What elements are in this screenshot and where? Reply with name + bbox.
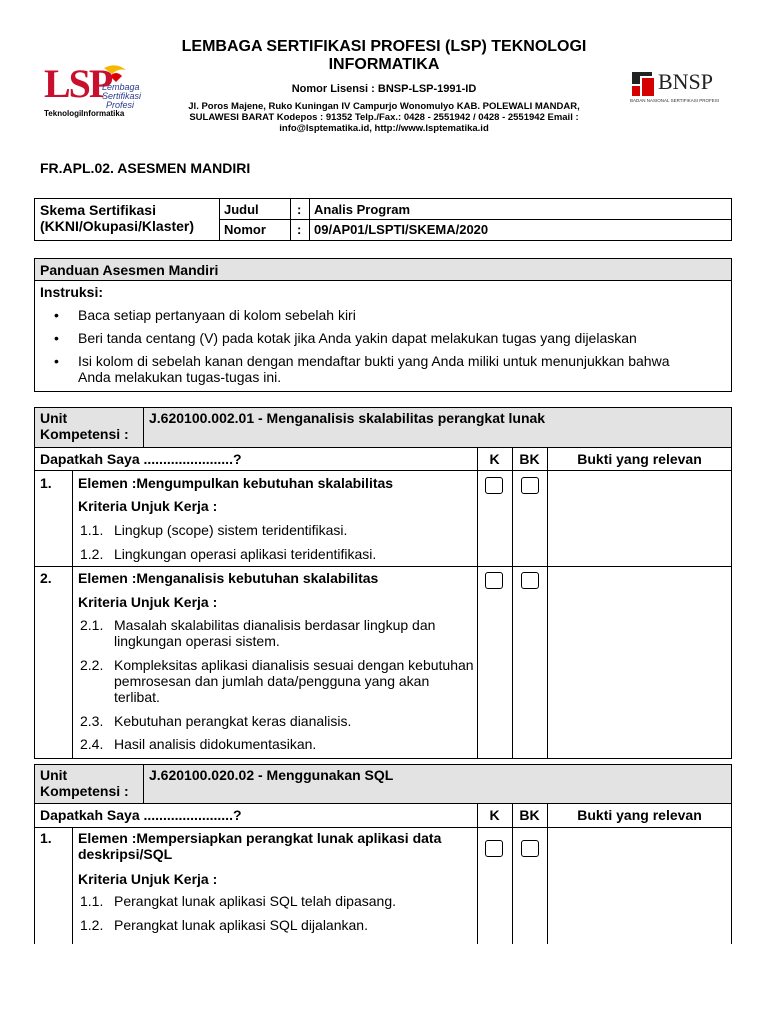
question-header: Dapatkah Saya .......................?	[40, 451, 242, 467]
criteria-text: Masalah skalabilitas dianalisis berdasar lingkup dan lingkungan operasi sistem.	[114, 617, 436, 649]
element-number: 1.	[40, 830, 52, 846]
logo-letters: LSP	[44, 61, 112, 106]
k-checkbox[interactable]	[485, 572, 503, 589]
address-line-1: Jl. Poros Majene, Ruko Kuningan IV Campurjo Wonomulyo KAB. POLEWALI MANDAR,	[188, 101, 580, 112]
logo-lsp	[42, 62, 142, 124]
criteria-number: 1.1.	[80, 522, 104, 538]
logo-text-3: Profesi	[106, 100, 135, 110]
criteria-number: 1.2.	[80, 917, 104, 933]
k-header: K	[489, 807, 500, 823]
element-number: 1.	[40, 475, 52, 491]
criteria-label: Kriteria Unjuk Kerja :	[78, 594, 218, 610]
criteria-number: 2.1.	[80, 617, 104, 633]
bk-header: BK	[519, 807, 540, 823]
criteria-number: 2.4.	[80, 736, 104, 752]
k-header: K	[489, 451, 500, 467]
judul-value: Analis Program	[314, 202, 411, 217]
criteria-text: Kompleksitas aplikasi dianalisis sesuai dengan kebutuhan pemrosesan dan jumlah data/pengguna yang akan terlibat.	[114, 657, 474, 705]
nomor-value: 09/AP01/LSPTI/SKEMA/2020	[314, 222, 489, 237]
criteria-number: 1.2.	[80, 546, 104, 562]
judul-colon: :	[297, 202, 302, 217]
unit-1-title: J.620100.002.01 - Menganalisis skalabilitas perangkat lunak	[149, 410, 546, 426]
form-code: FR.APL.02. ASESMEN MANDIRI	[40, 160, 251, 176]
criteria-label: Kriteria Unjuk Kerja :	[78, 498, 218, 514]
question-header: Dapatkah Saya .......................?	[40, 807, 242, 823]
bk-checkbox[interactable]	[521, 840, 539, 857]
instruction-list	[40, 307, 720, 385]
criteria-text: Kebutuhan perangkat keras dianalisis.	[114, 713, 352, 729]
logo-text-2: Sertifikasi	[102, 91, 142, 101]
element-title: Elemen :Mempersiapkan perangkat lunak aplikasi data deskripsi/SQL	[78, 830, 442, 862]
bk-header: BK	[519, 451, 540, 467]
element-title: Elemen :Mengumpulkan kebutuhan skalabilitas	[78, 475, 394, 491]
unit-label: Unit Kompetensi :	[40, 767, 129, 799]
address-line-3: info@lsptematika.id, http://www.lsptematika.id	[279, 123, 489, 134]
evidence-header: Bukti yang relevan	[577, 807, 702, 823]
bnsp-name: BNSP	[658, 69, 714, 94]
bnsp-caption: BADAN NASIONAL SERTIFIKASI PROFESI	[630, 98, 720, 103]
criteria-text: Lingkup (scope) sistem teridentifikasi.	[114, 522, 348, 538]
criteria-text: Perangkat lunak aplikasi SQL telah dipasang.	[114, 893, 396, 909]
criteria-label: Kriteria Unjuk Kerja :	[78, 871, 218, 887]
element-number: 2.	[40, 570, 52, 586]
criteria-number: 1.1.	[80, 893, 104, 909]
instruction-item: • Baca setiap pertanyaan di kolom sebelah kiri	[40, 307, 720, 323]
logo-text-1: Lembaga	[102, 82, 140, 92]
nomor-colon: :	[297, 222, 302, 237]
license-number: Nomor Lisensi : BNSP-LSP-1991-ID	[291, 83, 477, 95]
criteria-text: Hasil analisis didokumentasikan.	[114, 736, 317, 752]
logo-bnsp	[628, 64, 724, 108]
guide-title: Panduan Asesmen Mandiri	[40, 262, 219, 278]
bk-checkbox[interactable]	[521, 477, 539, 494]
instruction-item: • Beri tanda centang (V) pada kotak jika Anda yakin dapat melakukan tugas yang dijelaskan	[40, 330, 720, 346]
logo-caption: TeknologiInformatika	[44, 109, 125, 118]
instructions-label: Instruksi:	[40, 284, 104, 300]
k-checkbox[interactable]	[485, 840, 503, 857]
org-title: LEMBAGA SERTIFIKASI PROFESI (LSP) TEKNOLOGI INFORMATIKA	[181, 38, 587, 73]
element-title: Elemen :Menganalisis kebutuhan skalabilitas	[78, 570, 379, 586]
nomor-label: Nomor	[224, 222, 266, 237]
bk-checkbox[interactable]	[521, 572, 539, 589]
unit-2-title: J.620100.020.02 - Menggunakan SQL	[149, 767, 394, 783]
judul-label: Judul	[224, 202, 259, 217]
criteria-text: Lingkungan operasi aplikasi teridentifikasi.	[114, 546, 377, 562]
instruction-item: • Isi kolom di sebelah kanan dengan mendaftar bukti yang Anda miliki untuk menunjukkan bahwa Anda melakukan tugas-tugas ini.	[40, 353, 720, 385]
criteria-text: Perangkat lunak aplikasi SQL dijalankan.	[114, 917, 368, 933]
k-checkbox[interactable]	[485, 477, 503, 494]
scheme-label: Skema Sertifikasi (KKNI/Okupasi/Klaster)	[40, 202, 195, 234]
address-line-2: SULAWESI BARAT Kodepos : 91352 Telp./Fax.: 0428 - 2551942 / 0428 - 2551942 Email :	[189, 112, 579, 123]
criteria-number: 2.3.	[80, 713, 104, 729]
criteria-number: 2.2.	[80, 657, 104, 673]
header-block	[150, 38, 618, 134]
evidence-header: Bukti yang relevan	[577, 451, 702, 467]
unit-label: Unit Kompetensi :	[40, 410, 129, 442]
bnsp-emblem-icon	[628, 68, 658, 102]
